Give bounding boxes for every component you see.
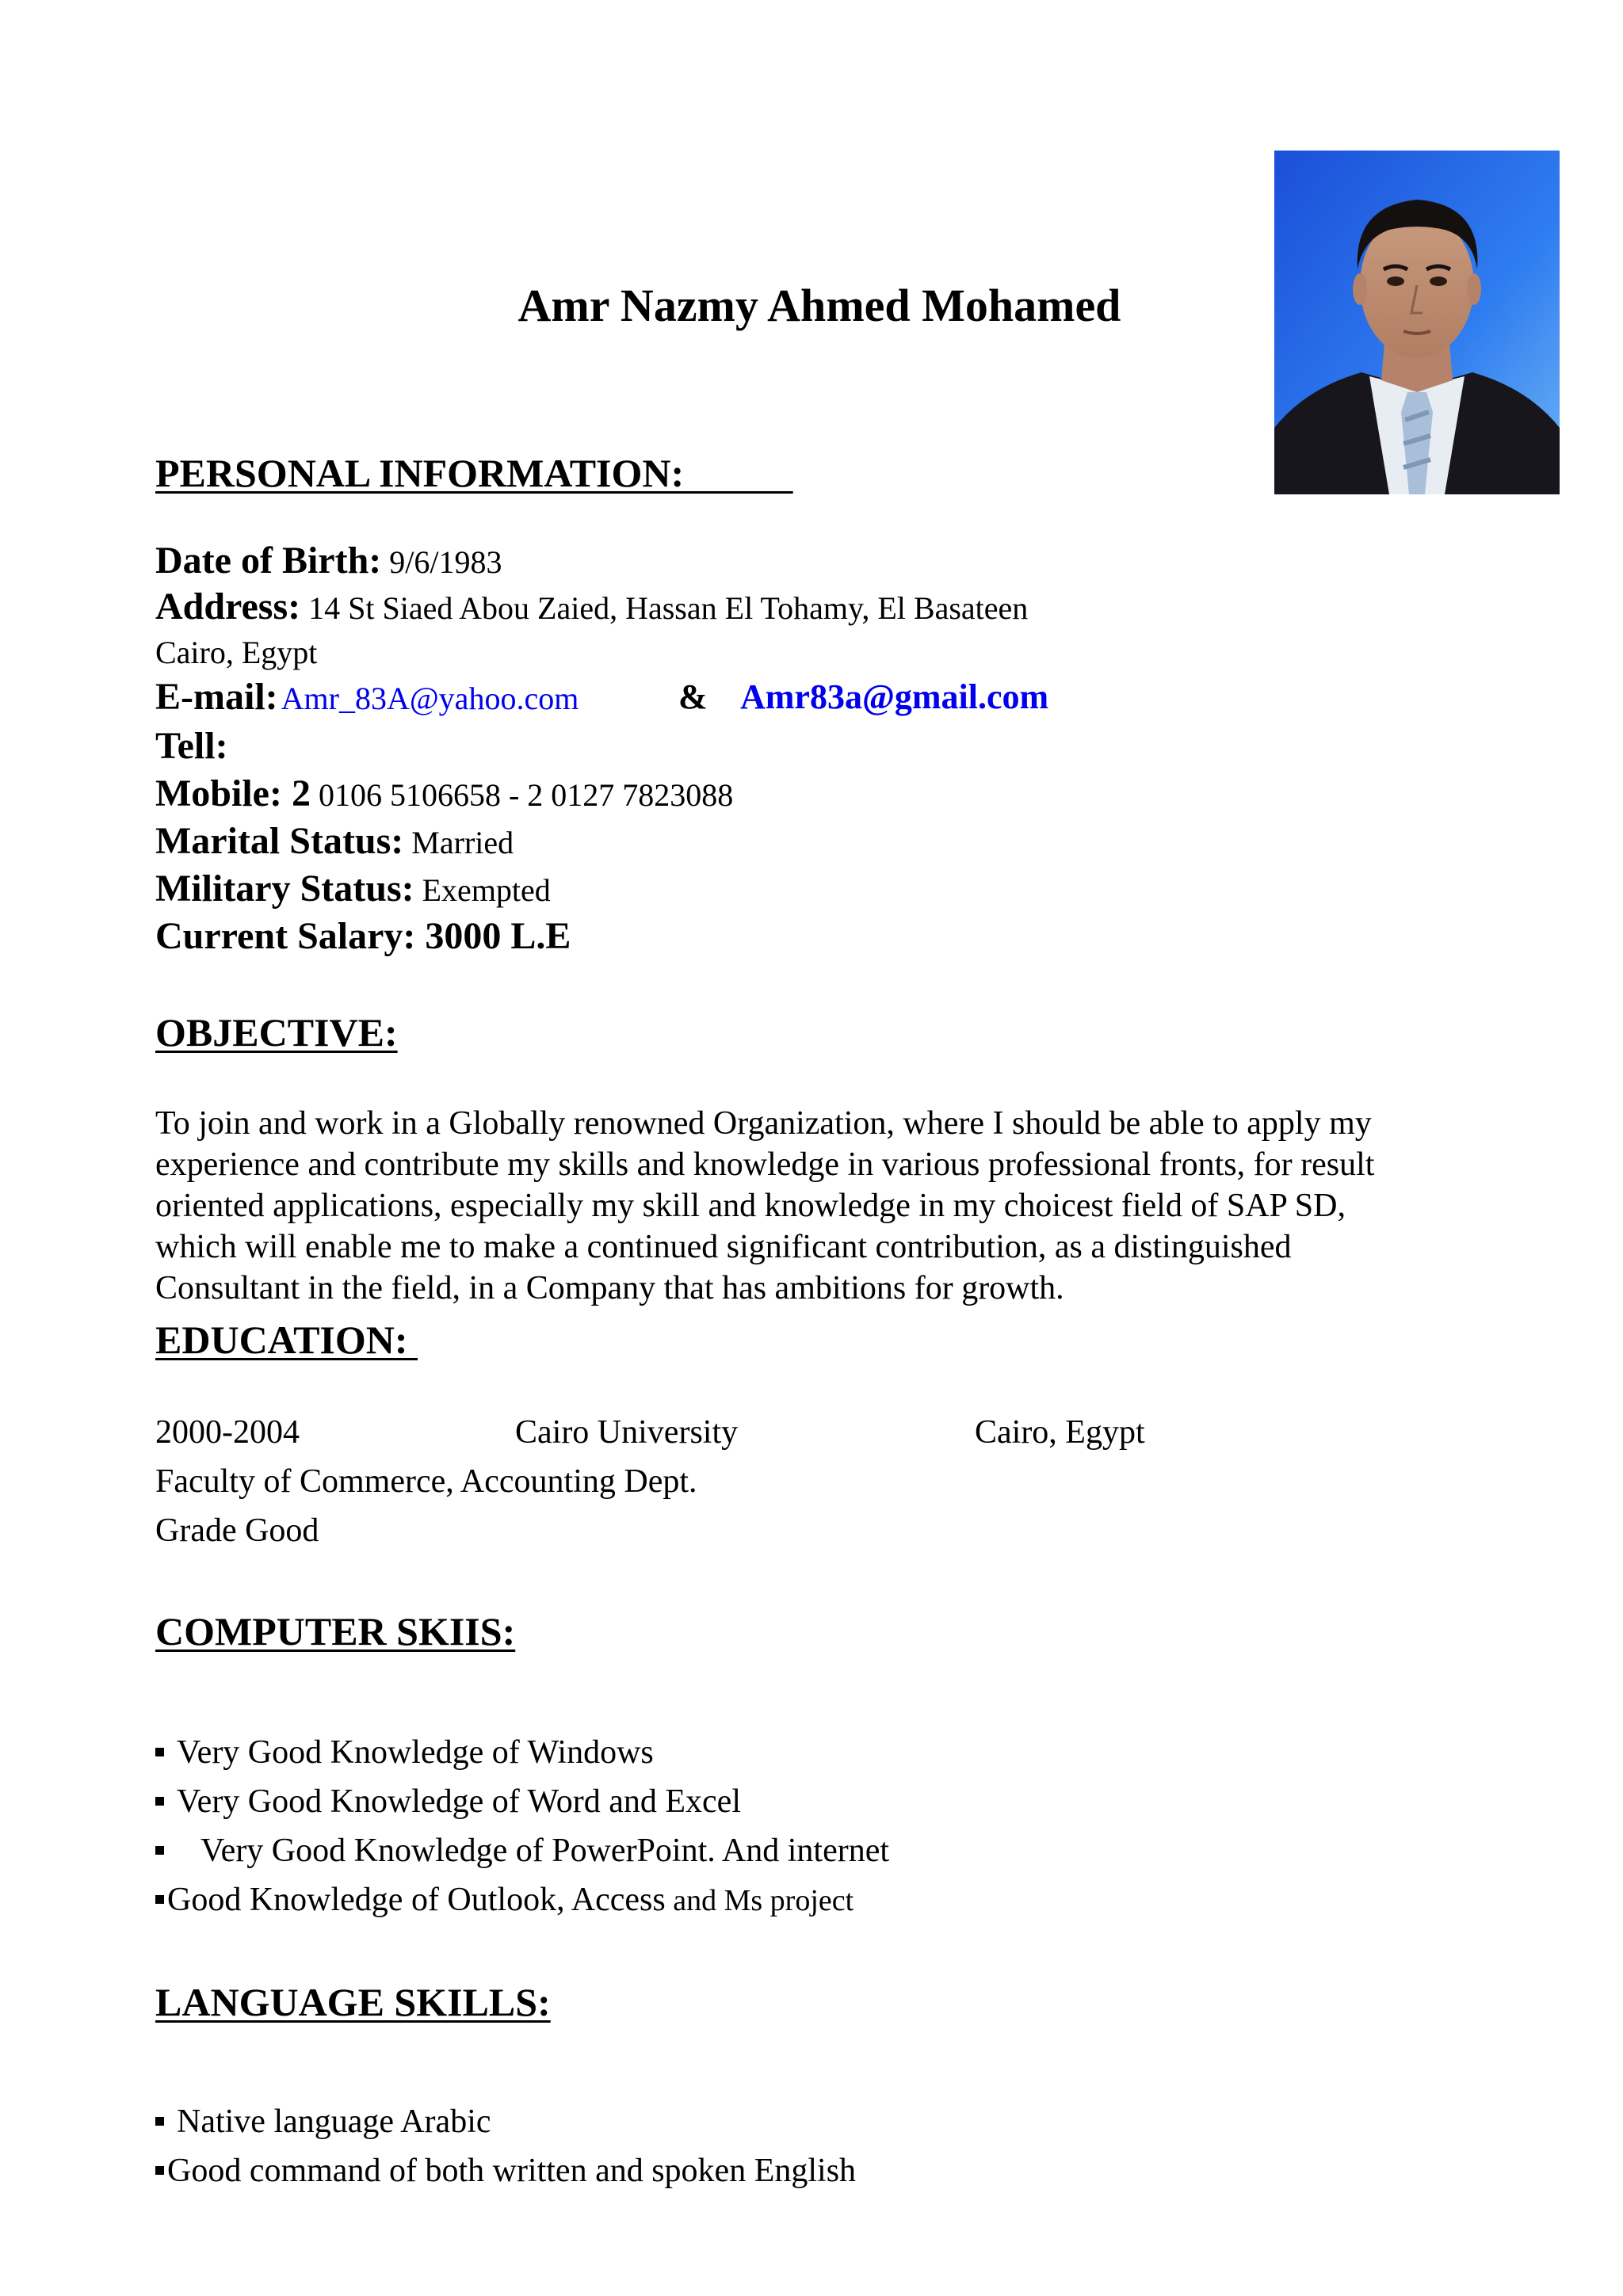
objective-text: [155, 1103, 1503, 1309]
bullet-icon: [155, 1846, 164, 1855]
email-label: E-mail:: [155, 676, 278, 718]
dob-row: [155, 539, 502, 582]
marital-row: [155, 819, 514, 863]
mobile-value: 0106 5106658 - 2 0127 7823088: [310, 777, 734, 813]
education-location: Cairo, Egypt: [975, 1414, 1145, 1451]
military-value: Exempted: [414, 872, 551, 908]
address-label: Address:: [155, 585, 301, 627]
list-item: Very Good Knowledge of PowerPoint. And internet: [155, 1832, 889, 1870]
computer-skills-heading: COMPUTER SKIIS:: [155, 1609, 516, 1653]
list-item: Good Knowledge of Outlook, Access and Ms project: [155, 1881, 854, 1919]
salary-row: Current Salary: 3000 L.E: [155, 915, 571, 957]
education-faculty: Faculty of Commerce, Accounting Dept.: [155, 1463, 697, 1500]
objective-line: experience and contribute my skills and knowledge in various professional fronts, for result: [155, 1146, 1375, 1183]
email-separator: &: [678, 677, 708, 716]
address-row: [155, 585, 1028, 628]
tell-label: Tell:: [155, 725, 228, 767]
dob-value: 9/6/1983: [381, 544, 502, 580]
list-item: Good command of both written and spoken English: [155, 2152, 856, 2190]
education-grade: Grade Good: [155, 1512, 319, 1549]
list-item: Very Good Knowledge of Word and Excel: [155, 1783, 741, 1821]
mobile-label: Mobile: 2: [155, 772, 311, 814]
person-photo-icon: [1274, 151, 1560, 494]
email-row: [155, 675, 579, 719]
bullet-icon: [155, 1797, 164, 1806]
candidate-name: Amr Nazmy Ahmed Mohamed: [517, 280, 1121, 331]
mobile-row: [155, 772, 733, 815]
list-item: Native language Arabic: [155, 2103, 491, 2141]
objective-line: which will enable me to make a continued significant contribution, as a distinguished: [155, 1229, 1292, 1265]
personal-info-heading: PERSONAL INFORMATION:: [155, 451, 793, 495]
email-link-gmail[interactable]: Amr83a@gmail.com: [740, 677, 1049, 716]
education-years: 2000-2004: [155, 1414, 300, 1451]
bullet-icon: [155, 1895, 164, 1904]
military-label: Military Status:: [155, 868, 414, 910]
objective-heading: OBJECTIVE:: [155, 1010, 398, 1055]
bullet-icon: [155, 2166, 164, 2175]
objective-line: Consultant in the field, in a Company that has ambitions for growth.: [155, 1270, 1064, 1306]
marital-value: Married: [403, 825, 514, 860]
objective-line: oriented applications, especially my skill and knowledge in my choicest field of SAP SD,: [155, 1188, 1346, 1224]
bullet-icon: [155, 1748, 164, 1756]
email-link-yahoo[interactable]: Amr_83A@yahoo.com: [281, 681, 579, 716]
language-skills-heading: LANGUAGE SKILLS:: [155, 1980, 551, 2024]
military-row: [155, 867, 551, 910]
marital-label: Marital Status:: [155, 820, 404, 862]
bullet-icon: [155, 2117, 164, 2126]
address-line2: Cairo, Egypt: [155, 635, 318, 670]
education-heading: EDUCATION:: [155, 1318, 418, 1362]
address-value: 14 St Siaed Abou Zaied, Hassan El Tohamy, El Basateen: [300, 590, 1029, 626]
dob-label: Date of Birth:: [155, 540, 382, 582]
education-university: Cairo University: [515, 1414, 739, 1451]
list-item: Very Good Knowledge of Windows: [155, 1733, 654, 1772]
objective-line: To join and work in a Globally renowned Organization, where I should be able to apply my: [155, 1105, 1372, 1142]
